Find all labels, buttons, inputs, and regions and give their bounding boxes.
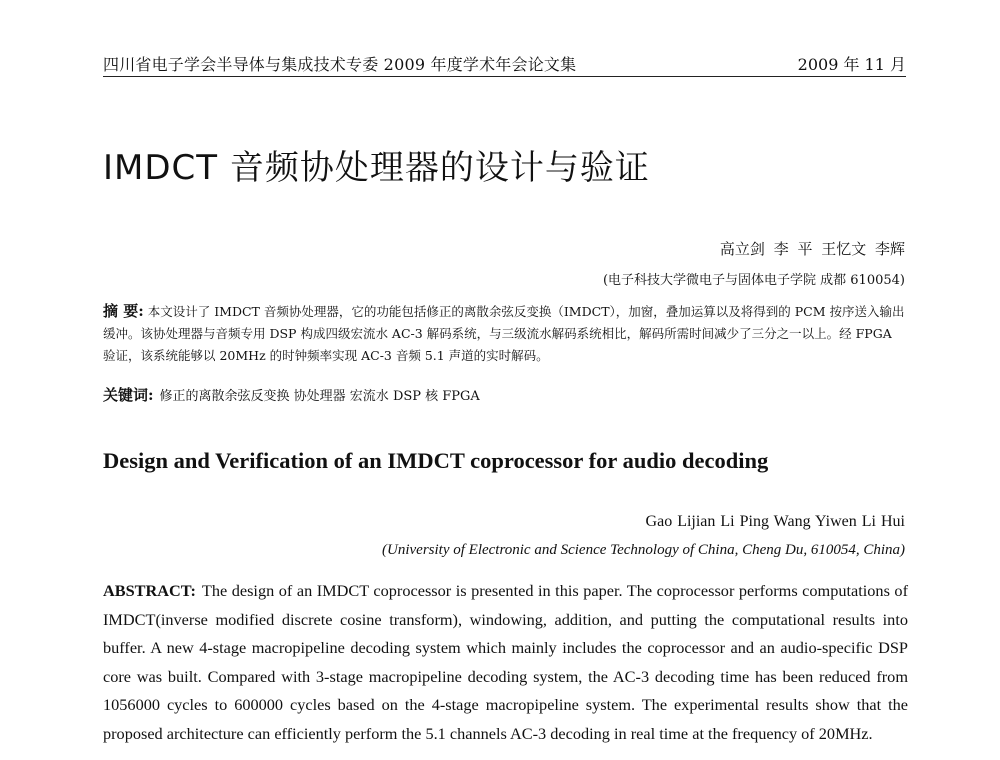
authors-en: Gao Lijian Li Ping Wang Yiwen Li Hui: [645, 513, 905, 530]
abstract-zh: [103, 300, 908, 367]
running-header: [103, 46, 906, 77]
abstract-zh-text: 本文设计了 IMDCT 音频协处理器，它的功能包括修正的离散余弦反变换（IMDCT），加窗，叠加运算以及将得到的 PCM 按序送入输出缓冲。该协处理器与音频专用 DSP 构成四级宏流水 AC-3 解码系统，与三级流水解码系统相比，解码所需时间减少了三分之一以上。经 FPGA 验证，该系统能够以 20MHz 的时钟频率实现 AC-3 音频 5.1 声道的实时解码。: [103, 304, 905, 363]
paper-title-zh: IMDCT 音频协处理器的设计与验证: [103, 148, 650, 188]
affiliation-zh: (电子科技大学微电子与固体电子学院 成都 610054): [602, 273, 905, 288]
affiliation-en: (University of Electronic and Science Technology of China, Cheng Du, 610054, China): [382, 542, 905, 558]
abstract-en-label: ABSTRACT:: [103, 581, 196, 600]
abstract-en: [103, 577, 908, 749]
abstract-en-text: The design of an IMDCT coprocessor is presented in this paper. The coprocessor performs computations of IMDCT(inverse modified discrete cosine transform), windowing, addition, and putting the computational results into buffer. A new 4-stage macropipeline decoding system which mainly includes the coprocessor and an audio-specific DSP core was built. Compared with 3-stage macropipeline decoding system, the AC-3 decoding time has been reduced from 1056000 cycles to 600000 cycles based on the 4-stage macropipeline system. The experimental results show that the proposed architecture can efficiently perform the 5.1 channels AC-3 decoding in real time at the frequency of 20MHz.: [103, 581, 908, 743]
publication-date: 2009 年 11 月: [797, 55, 906, 74]
keywords-zh: [103, 384, 480, 405]
proceedings-title: 四川省电子学会半导体与集成技术专委 2009 年度学术年会论文集: [103, 55, 577, 74]
keywords-zh-label: 关键词:: [103, 386, 154, 404]
authors-zh: 高立剑 李 平 王忆文 李辉: [719, 240, 905, 258]
abstract-zh-label: 摘 要:: [103, 302, 144, 320]
keywords-zh-text: 修正的离散余弦反变换 协处理器 宏流水 DSP 核 FPGA: [159, 389, 480, 404]
paper-title-en: Design and Verification of an IMDCT coprocessor for audio decoding: [103, 448, 769, 473]
